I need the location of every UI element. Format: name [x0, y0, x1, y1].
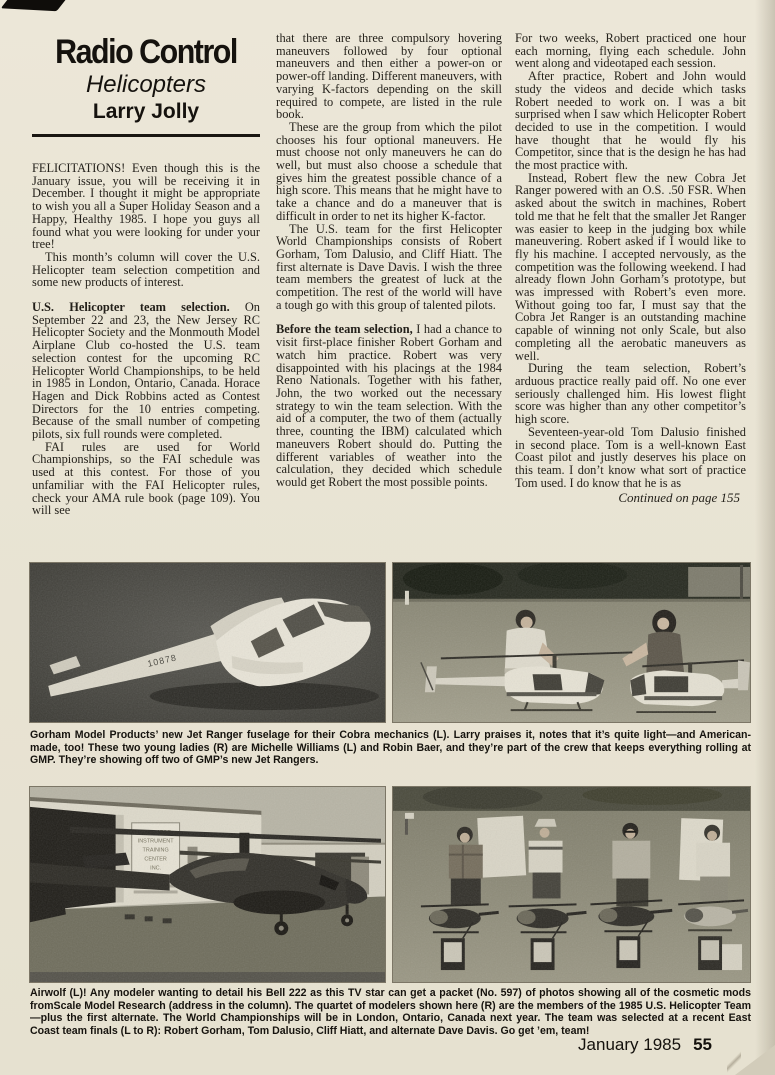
sign-line: CENTER: [144, 856, 167, 863]
paragraph: This month’s column will cover the U.S. Helicopter team selection competition and some new products of interest.: [32, 249, 260, 290]
text-column-3: [515, 32, 746, 558]
article-title: Radio Control: [55, 32, 237, 71]
photo-airwolf-bell-222: [29, 786, 386, 983]
paragraph: After practice, Robert and John would study the videos and decide which tasks Robert needed to work on. I was a bit surprised when I saw which Helicopter Robert decided to use in the competition. I would have thought that he would fly his Competitor, since that is the design he has had the most practice with.: [515, 69, 746, 173]
paragraph: For two weeks, Robert practiced one hour each morning, flying each schedule. John went along and videotaped each session.: [515, 31, 746, 71]
paragraph: Instead, Robert flew the new Cobra Jet Ranger powered with an O.S. .50 FSR. When asked about the switch in machines, Robert told me that he felt that the smaller Jet Ranger was easier to keep in the judging box while maneuvering. Robert asked if I would like to fly his machine. I accepted nervously, as the competition was the following weekend. I had already flown John Gorham’s prototype, but was impressed with Robert’s even more. Without going too far, I must say that the Cobra Jet Ranger is an outstanding machine capable of winning not only Scale, but also completing all the aerobatic maneuvers as well.: [515, 170, 746, 363]
sign-line: TRAINING: [142, 847, 169, 854]
page-footer: [30, 1035, 712, 1055]
tail-number: 10878: [146, 652, 178, 669]
sign-line: INC.: [150, 865, 162, 872]
airwolf-illustration: [30, 787, 385, 982]
title-rule: [32, 134, 260, 137]
paragraph: FAI rules are used for World Championships, so the FAI schedule was used at this contest. For those of you unfamiliar with the FAI Helicopter rules, check your AMA rule book (page 109). You will see: [32, 439, 260, 518]
sign-line: INSTRUMENT: [137, 838, 174, 845]
paragraph: During the team selection, Robert’s arduous practice really paid off. No one ever seriously challenged him. His lowest flight score was higher than any other competitor’s high score.: [515, 361, 746, 427]
article-subtitle: Helicopters: [85, 71, 207, 98]
paragraph: Seventeen-year-old Tom Dalusio finished in second place. Tom is a well-known East Coast pilot and justly deserves his place on this team. I don’t know what sort of practice Tom used. I do know that he is as: [515, 424, 746, 490]
scan-artifact-mark: [1, 0, 67, 11]
page-number: 55: [693, 1035, 712, 1054]
paragraph: FELICITATIONS! Even though this is the January issue, you will be receiving it in December. I thought it might be appropriate to wish you all a Super Holiday Season and a Happy, Healthy 1985. I hope you guys all found what you were looking for under your tree!: [32, 161, 260, 252]
paragraph: These are the group from which the pilot chooses his four optional maneuvers. He must choose not only maneuvers he can do well, but must also choose a schedule that gives him the greatest possible chance of a high score. This means that he might have to take a chance and do a maneuver that is difficult in order to net its higher K-factor.: [276, 119, 502, 223]
photo-us-helicopter-team: [392, 786, 751, 983]
page-edge-shadow: [755, 0, 775, 1075]
section-heading: U.S. Helicopter team selection.: [32, 300, 230, 315]
team-photo-illustration: [393, 787, 750, 982]
paragraph: [276, 323, 502, 488]
photo-michelle-and-robin: [392, 562, 751, 723]
section-heading: Before the team selection,: [276, 322, 413, 337]
photo-caption-top: Gorham Model Products’ new Jet Ranger fuselage for their Cobra mechanics (L). Larry praises it, notes that it’s quite light—and American-made, too! These two young ladies (R) are Michelle Williams (L) and Robin Baer, and they’re part of the crew that keeps everything rolling at GMP. They’re showing off two of GMP’s new Jet Rangers.: [30, 729, 751, 767]
photo-caption-bottom: Airwolf (L)! Any modeler wanting to detail his Bell 222 as this TV star can get a packet (No. 597) of photos showing all of the cosmetic mods fromScale Model Research (address in the column). The quartet of modelers shown here (R) are the members of the 1985 U.S. Helicopter Team—plus the first alternate. The World Championships will be in London, Ontario, Canada next year. The team was selected at a recent East Coast team finals (L to R): Robert Gorham, Tom Dalusio, Cliff Hiatt, and alternate Dave Davis. Go get ’em, team!: [30, 987, 751, 1037]
paragraph: The U.S. team for the first Helicopter World Championships consists of Robert Gorham, Tom Dalusio, and Cliff Hiatt. The first alternate is Dave Davis. I wish the three team members the greatest of luck at the competition. The rest of the world will have a tough go with this group of talented pilots.: [276, 221, 502, 312]
article-header: [32, 32, 260, 137]
paragraph: that there are three compulsory hovering maneuvers followed by four optional maneuvers and then either a power-on or power-off landing. Different maneuvers, with varying K-factors depending on the skill required to compete, are listed in the rule book.: [276, 31, 502, 122]
paragraph: [32, 301, 260, 441]
text-column-2: [276, 32, 502, 558]
paragraph-text: I had a chance to visit first-place finisher Robert Gorham and watch him practice. Robert was very disappointed with his placings at the 1984 Reno Nationals. Together with his father, John, the two worked out the necessary strategy to win the team selection. With the aid of a computer, the two of them (actually three, counting the IBM) calculated which maneuvers Robert should do. Putting the different variables of weather into the calculation, they decided which schedule would get Robert the most possible points.: [276, 322, 502, 489]
text-column-1: [32, 162, 260, 556]
article-author: Larry Jolly: [92, 100, 200, 123]
issue-date: January 1985: [578, 1035, 682, 1054]
jet-ranger-fuselage-illustration: [30, 563, 385, 722]
page-corner-fold: [735, 1045, 775, 1075]
photo-jet-ranger-fuselage: [29, 562, 386, 723]
ladies-with-helicopters-illustration: [393, 563, 750, 722]
continued-notice: Continued on page 155: [618, 490, 740, 506]
paragraph-text: On September 22 and 23, the New Jersey RC Helicopter Society and the Monmouth Model Airplane Club co-hosted the U.S. team selection contest for the upcoming RC Helicopter World Championships, to be held in 1985 in London, Ontario, Canada. Horace Hagen and Dick Robbins acted as Contest Directors for the 10 entries competing. Because of the small number of competing pilots, six full rounds were completed.: [32, 300, 260, 442]
